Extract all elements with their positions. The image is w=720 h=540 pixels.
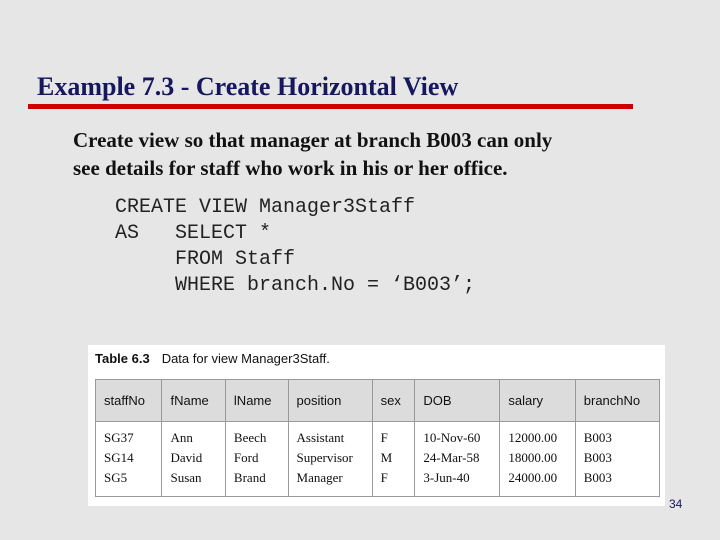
table-row xyxy=(96,448,660,468)
column-header: lName xyxy=(225,380,288,422)
intro-text xyxy=(73,126,673,182)
table-caption-label: Table 6.3 xyxy=(95,351,150,366)
slide-title: Example 7.3 - Create Horizontal View xyxy=(37,72,459,101)
column-header: position xyxy=(288,380,372,422)
intro-line-2: see details for staff who work in his or her office. xyxy=(73,156,508,180)
table-cell: B003 xyxy=(575,468,659,497)
staff-table-figure xyxy=(88,345,665,506)
table-cell: Manager xyxy=(288,468,372,497)
column-header: fName xyxy=(162,380,225,422)
table-cell: 18000.00 xyxy=(500,448,575,468)
table-cell: Assistant xyxy=(288,422,372,449)
table-cell: M xyxy=(372,448,415,468)
column-header: branchNo xyxy=(575,380,659,422)
sql-line-4: WHERE branch.No = ‘B003’; xyxy=(115,274,476,297)
table-cell: SG5 xyxy=(96,468,162,497)
table-cell: Supervisor xyxy=(288,448,372,468)
table-cell: SG37 xyxy=(96,422,162,449)
table-row xyxy=(96,422,660,449)
table-cell: 3-Jun-40 xyxy=(415,468,500,497)
page-number: 34 xyxy=(669,497,683,511)
table-cell: Ford xyxy=(225,448,288,468)
table-cell: B003 xyxy=(575,448,659,468)
table-cell: David xyxy=(162,448,225,468)
table-cell: Ann xyxy=(162,422,225,449)
sql-line-2: AS SELECT * xyxy=(115,222,272,245)
table-cell: F xyxy=(372,422,415,449)
title-underline xyxy=(28,104,633,109)
column-header: DOB xyxy=(415,380,500,422)
column-header: staffNo xyxy=(96,380,162,422)
table-header-row xyxy=(96,380,660,422)
table-cell: Susan xyxy=(162,468,225,497)
table-caption xyxy=(95,351,330,366)
table-cell: Beech xyxy=(225,422,288,449)
sql-line-3: FROM Staff xyxy=(115,248,296,271)
sql-line-1: CREATE VIEW Manager3Staff xyxy=(115,196,416,219)
column-header: salary xyxy=(500,380,575,422)
column-header: sex xyxy=(372,380,415,422)
table-cell: 10-Nov-60 xyxy=(415,422,500,449)
table-cell: F xyxy=(372,468,415,497)
table-cell: 24-Mar-58 xyxy=(415,448,500,468)
table-caption-text: Data for view Manager3Staff. xyxy=(161,351,330,366)
intro-line-1: Create view so that manager at branch B003 can only xyxy=(73,128,553,152)
table-cell: SG14 xyxy=(96,448,162,468)
table-cell: 12000.00 xyxy=(500,422,575,449)
table-cell: Brand xyxy=(225,468,288,497)
table-row xyxy=(96,468,660,497)
staff-table xyxy=(95,379,660,497)
table-cell: B003 xyxy=(575,422,659,449)
sql-code-block xyxy=(115,195,475,299)
table-cell: 24000.00 xyxy=(500,468,575,497)
